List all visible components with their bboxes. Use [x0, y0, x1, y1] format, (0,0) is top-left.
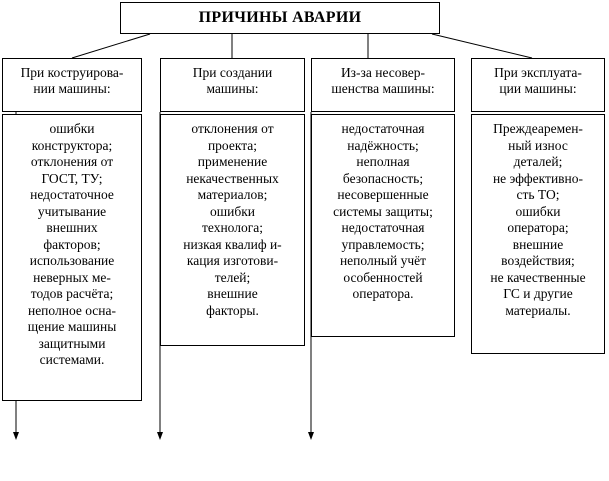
column-1-item: неверных ме-	[33, 269, 111, 285]
column-1-item: учитывание	[37, 203, 107, 219]
column-4-item: ошибки	[515, 203, 561, 219]
column-4-item: воздействия;	[501, 253, 575, 268]
column-3-item: недостаточная	[341, 220, 425, 235]
arrow-head-col1	[13, 432, 19, 440]
connector-title-col4	[432, 34, 532, 58]
column-4-header-line: ции машины:	[499, 81, 577, 96]
column-1-header	[2, 58, 142, 112]
column-2-item: отклонения от	[191, 121, 274, 136]
column-2-item: материалов;	[197, 187, 268, 202]
column-2-item: телей;	[214, 269, 251, 285]
diagram-title-text: ПРИЧИНЫ АВАРИИ	[198, 9, 362, 26]
column-2-item: низкая квалиф и-	[183, 236, 282, 252]
column-2-header-line: При создании	[192, 65, 273, 80]
column-4-item: не качественные	[490, 269, 586, 285]
column-3-item: надёжность;	[347, 137, 419, 153]
column-2-item: проекта;	[207, 137, 258, 153]
diagram-title	[120, 2, 440, 34]
column-2-item: внешние	[207, 286, 258, 301]
column-4-body	[471, 114, 605, 354]
column-1-item: недостаточное	[30, 187, 114, 202]
column-4-item: деталей;	[513, 154, 563, 169]
column-1-header-line: нии машины:	[33, 81, 111, 96]
connector-title-col1	[72, 34, 150, 58]
column-1-item: использование	[29, 253, 115, 268]
column-3-item: неполный учёт	[339, 253, 427, 268]
column-3-item: неполная	[356, 154, 410, 169]
column-4-item: материалы.	[505, 302, 571, 318]
column-4-item: ный износ	[508, 137, 568, 153]
column-2-item: факторы.	[206, 302, 259, 318]
column-1-body	[2, 114, 142, 401]
column-3-body	[311, 114, 455, 337]
column-1-item: отклонения от	[30, 154, 114, 169]
column-1-item: щение машины	[27, 319, 117, 334]
column-3-header	[311, 58, 455, 112]
column-4-item: Преждеаремен-	[493, 121, 583, 136]
column-4-item: не эффективно-	[492, 170, 584, 186]
column-2-header-line: машины:	[206, 81, 259, 96]
column-4-item: внешние	[512, 236, 564, 252]
column-4-item: оператора;	[507, 220, 569, 235]
column-1-item: ошибки	[49, 121, 95, 136]
column-2-item: применение	[197, 154, 268, 169]
column-1-item: неполное осна-	[27, 302, 117, 318]
column-2-item: некачественных	[186, 170, 279, 186]
arrow-head-col2	[157, 432, 163, 440]
column-4-header	[471, 58, 605, 112]
column-3-item: особенностей	[343, 269, 423, 285]
column-3-item: оператора.	[352, 286, 414, 301]
column-3-item: несовершенные	[337, 187, 429, 202]
column-1-item: внешних	[46, 220, 98, 235]
column-3-item: недостаточная	[341, 121, 425, 136]
arrow-head-col3	[308, 432, 314, 440]
column-1-header-line: При коструирова-	[20, 65, 124, 80]
column-1-item: системами.	[39, 352, 105, 367]
column-3-item: безопасность;	[342, 170, 424, 186]
column-3-item: управлемость;	[341, 236, 425, 252]
column-2-item: ошибки	[209, 203, 256, 219]
column-4-header-line: При эксплуата-	[494, 65, 582, 80]
column-2-header	[160, 58, 305, 112]
column-3-item: системы защиты;	[333, 203, 433, 219]
column-1-item: тодов расчёта;	[30, 286, 114, 301]
column-4-item: ГС и другие	[503, 286, 573, 301]
column-1-item: ГОСТ, ТУ;	[41, 170, 103, 186]
column-4-item: сть ТО;	[516, 187, 560, 202]
column-2-body	[160, 114, 305, 346]
column-1-item: факторов;	[43, 236, 101, 252]
column-1-item: конструктора;	[31, 137, 113, 153]
column-2-item: кация изготови-	[186, 253, 279, 268]
column-3-header-line: Из-за несовер-	[340, 65, 426, 80]
column-1-item: защитными	[38, 335, 106, 351]
column-2-item: технолога;	[201, 220, 264, 235]
column-3-header-line: шенства машины:	[331, 81, 435, 96]
